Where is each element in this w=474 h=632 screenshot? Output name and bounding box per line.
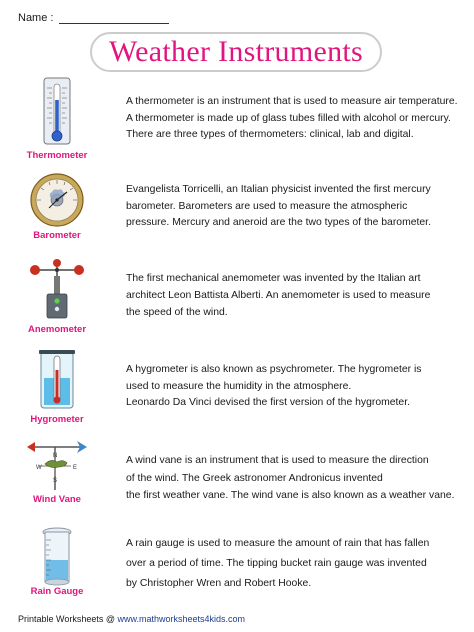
description-line: The first mechanical anemometer was invented by the Italian art (126, 273, 421, 284)
name-label: Name : (18, 12, 54, 24)
wind-vane-icon (25, 438, 89, 492)
hygrometer-icon (35, 348, 79, 412)
anemometer-label: Anemometer (27, 324, 87, 335)
description-line: A rain gauge is used to measure the amount of rain that has fallen (126, 538, 430, 549)
title-banner (90, 32, 382, 72)
barometer-icon (29, 172, 85, 228)
rain-gauge-icon (37, 526, 77, 586)
wind-vane-label: Wind Vane (33, 494, 81, 505)
wind-vane-description (126, 452, 470, 505)
svg-text:S: S (53, 478, 58, 484)
name-blank-line[interactable] (59, 12, 169, 24)
barometer-label: Barometer (33, 230, 81, 241)
name-field (18, 12, 169, 24)
thermometer-label: Thermometer (26, 150, 88, 161)
thermometer-description (126, 94, 470, 144)
anemometer-figure (14, 258, 100, 335)
description-line: There are three types of thermometers: clinical, lab and digital. (126, 129, 414, 140)
svg-text:N: N (53, 453, 58, 459)
page-title: Weather Instruments (108, 35, 364, 68)
footer-url-link[interactable]: www.mathworksheets4kids.com (117, 614, 246, 624)
description-line: barometer. Barometers are used to measure the atmospheric (126, 200, 408, 212)
hygrometer-description (126, 362, 470, 412)
description-line: A thermometer is made up of glass tubes filled with alcohol or mercury. (126, 112, 451, 124)
rain-gauge-figure (14, 526, 100, 597)
anemometer-icon (27, 258, 87, 322)
description-line: over a period of time. The tipping bucket rain gauge was invented (126, 558, 427, 569)
description-line: of the wind. The Greek astronomer Andronicus invented (126, 472, 383, 484)
description-line: used to measure the humidity in the atmosphere. (126, 380, 352, 392)
hygrometer-label: Hygrometer (30, 414, 84, 425)
thermometer-figure (14, 76, 100, 161)
description-line: by Christopher Wren and Robert Hooke. (126, 578, 312, 589)
barometer-figure (14, 172, 100, 241)
description-line: Evangelista Torricelli, an Italian physicist invented the first mercury (126, 184, 431, 195)
description-line: pressure. Mercury and aneroid are the two types of the barometer. (126, 217, 431, 228)
svg-text:W: W (36, 465, 42, 471)
footer (18, 614, 245, 624)
description-line: A wind vane is an instrument that is used to measure the direction (126, 455, 429, 466)
rain-gauge-label: Rain Gauge (30, 586, 84, 597)
description-line: A thermometer is an instrument that is used to measure air temperature. (126, 96, 458, 107)
description-line: architect Leon Battista Alberti. An anemometer is used to measure (126, 290, 431, 301)
thermometer-icon (32, 76, 82, 148)
rain-gauge-description (126, 534, 470, 594)
description-line: Leonardo Da Vinci devised the first version of the hygrometer. (126, 397, 410, 408)
barometer-description (126, 182, 470, 232)
description-line: the first weather vane. The wind vane is also known as a weather vane. (126, 490, 455, 501)
description-line: the speed of the wind. (126, 307, 228, 318)
anemometer-description (126, 270, 470, 321)
description-line: A hygrometer is also known as psychrometer. The hygrometer is (126, 364, 422, 375)
wind-vane-figure (14, 438, 100, 505)
footer-prefix: Printable Worksheets @ (18, 614, 118, 624)
svg-text:E: E (73, 465, 78, 471)
hygrometer-figure (14, 348, 100, 425)
